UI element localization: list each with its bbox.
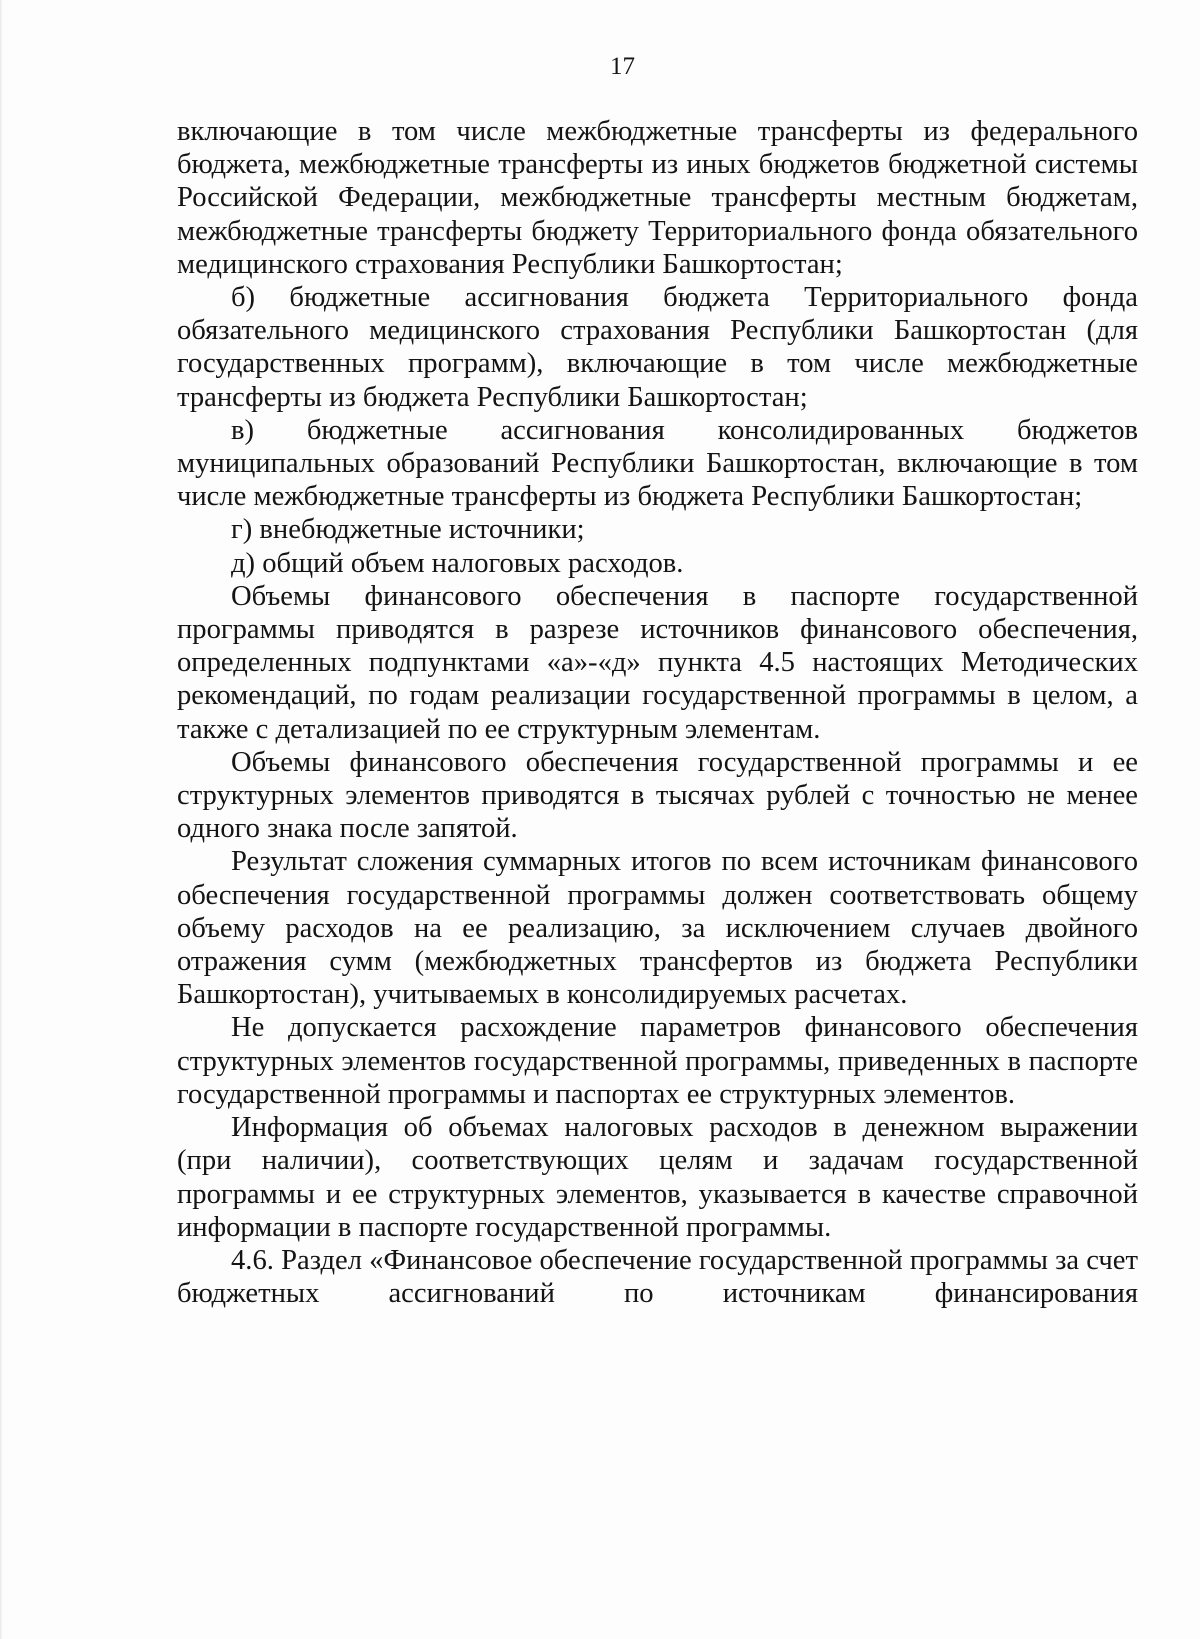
paragraph-section-4-6: 4.6. Раздел «Финансовое обеспечение государственной программы за счет бюджетных ассигнований по источникам финансирования (177, 1244, 1138, 1310)
paragraph-thousands-rubles: Объемы финансового обеспечения государственной программы и ее структурных элементов приводятся в тысячах рублей с точностью не менее одного знака после запятой. (177, 746, 1138, 845)
page-number: 17 (610, 53, 635, 80)
paragraph-funding-volumes: Объемы финансового обеспечения в паспорте государственной программы приводятся в разрезе источников финансового обеспечения, определенных подпунктами «а»-«д» пункта 4.5 настоящих Методических рекомендаций, по годам реализации государственной программы в целом, а также с детализацией по ее структурным элементам. (177, 580, 1138, 745)
scan-edge-shadow (0, 0, 3, 1639)
paragraph-item-b: б) бюджетные ассигнования бюджета Территориального фонда обязательного медицинского страхования Республики Башкортостан (для государственных программ), включающие в том числе межбюджетные трансферты из бюджета Республики Башкортостан; (177, 282, 1138, 413)
paragraph-item-d: д) общий объем налоговых расходов. (231, 547, 684, 579)
paragraph-sum-totals: Результат сложения суммарных итогов по всем источникам финансового обеспечения государственной программы должен соответствовать общему объему расходов на ее реализацию, за исключением случаев двойного отражения сумм (межбюджетных трансфертов из бюджета Республики Башкортостан), учитываемых в консолидируемых расчетах. (177, 846, 1138, 1011)
paragraph-tax-expenses: Информация об объемах налоговых расходов в денежном выражении (при наличии), соответствующих целям и задачам государственной программы и ее структурных элементов, указывается в качестве справочной информации в паспорте государственной программы. (177, 1112, 1138, 1243)
paragraph-item-v: в) бюджетные ассигнования консолидированных бюджетов муниципальных образований Республики Башкортостан, включающие в том числе межбюджетные трансферты из бюджета Республики Башкортостан; (177, 414, 1138, 513)
paragraph-continuation: включающие в том числе межбюджетные трансферты из федерального бюджета, межбюджетные трансферты из иных бюджетов бюджетной системы Российской Федерации, межбюджетные трансферты местным бюджетам, межбюджетные трансферты бюджету Территориального фонда обязательного медицинского страхования Республики Башкортостан; (177, 116, 1138, 280)
paragraph-item-g: г) внебюджетные источники; (231, 514, 585, 546)
paragraph-no-discrepancy: Не допускается расхождение параметров финансового обеспечения структурных элементов государственной программы, приведенных в паспорте государственной программы и паспортах ее структурных элементов. (177, 1012, 1138, 1110)
body-text (177, 115, 1138, 1310)
